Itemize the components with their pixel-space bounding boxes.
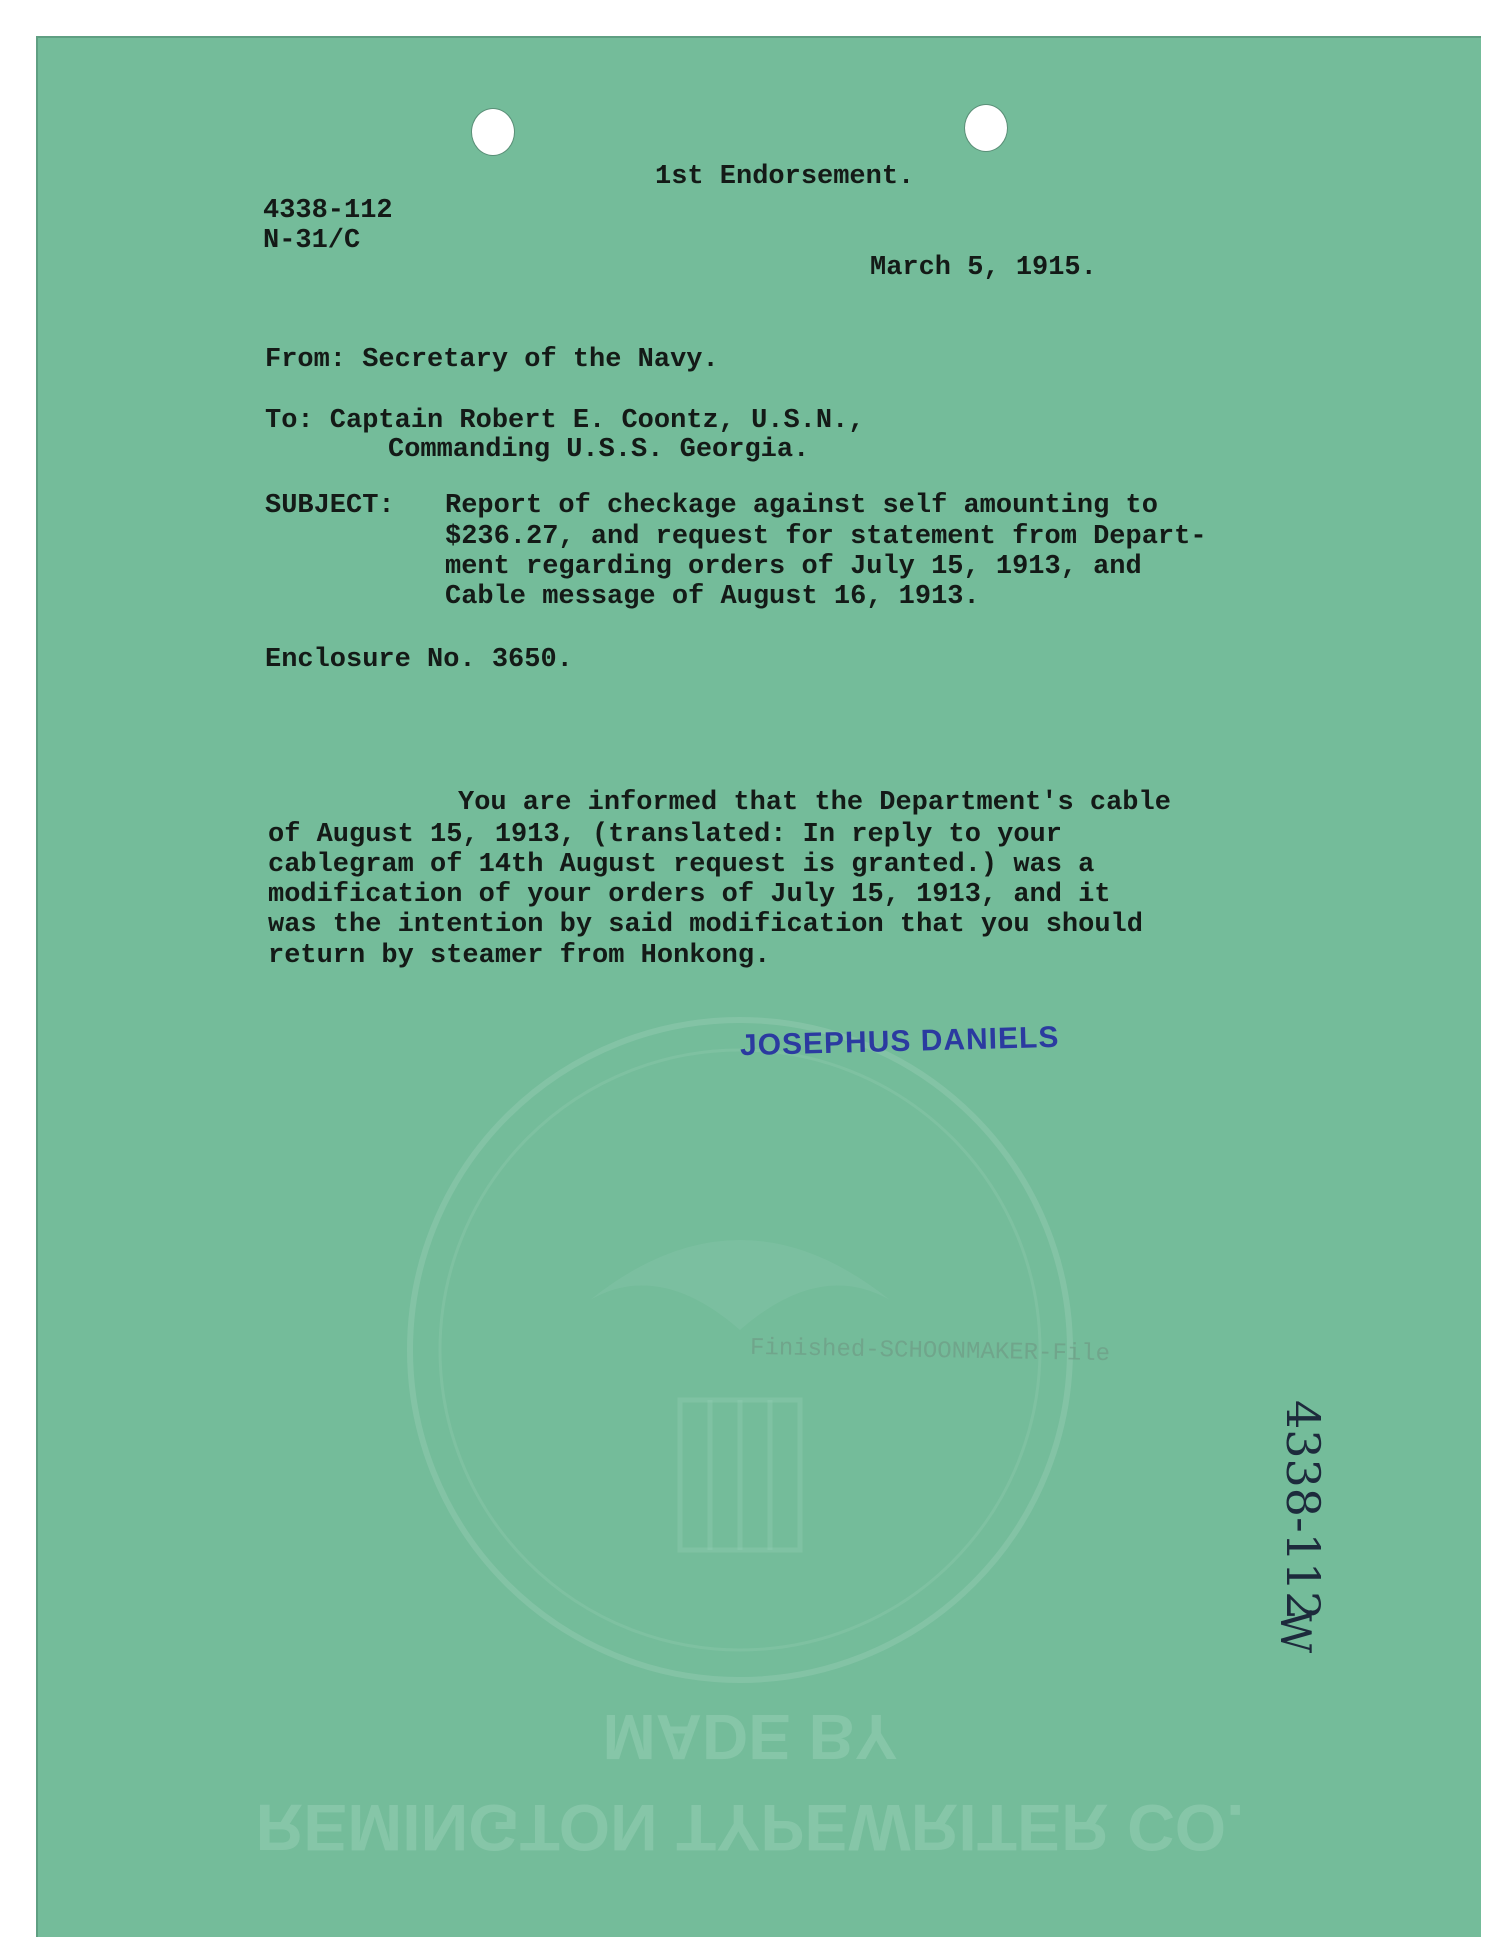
- enclosure-line: Enclosure No. 3650.: [265, 645, 573, 675]
- body-line: of August 15, 1913, (translated: In reply to your: [268, 820, 1062, 850]
- subject-label: SUBJECT:: [265, 491, 395, 521]
- subject-line: Report of checkage against self amounting to: [445, 491, 1158, 521]
- watermark-remington: REMINGTON TYPEWRITER CO.: [255, 1791, 1245, 1865]
- document-date: March 5, 1915.: [870, 253, 1097, 283]
- body-line: cablegram of 14th August request is granted.) was a: [268, 850, 1095, 880]
- watermark-made-by: MADE BY: [602, 1701, 898, 1773]
- punch-hole-right: [964, 104, 1008, 152]
- subject-line: $236.27, and request for statement from Depart-: [445, 522, 1207, 552]
- signature-stamp: JOSEPHUS DANIELS: [739, 1020, 1060, 1063]
- from-line: From: Secretary of the Navy.: [265, 345, 719, 375]
- to-line-2: Commanding U.S.S. Georgia.: [388, 435, 810, 465]
- to-line: To: Captain Robert E. Coontz, U.S.N.,: [265, 406, 865, 436]
- punch-hole-left: [471, 108, 515, 156]
- body-line: You are informed that the Department's cable: [458, 788, 1171, 818]
- file-stamp: Finished-SCHOONMAKER-File: [749, 1334, 1111, 1369]
- subject-line: Cable message of August 16, 1913.: [445, 582, 980, 612]
- body-line: return by steamer from Honkong.: [268, 941, 771, 971]
- endorsement-title: 1st Endorsement.: [655, 162, 915, 192]
- subject-line: ment regarding orders of July 15, 1913, and: [445, 552, 1142, 582]
- body-line: modification of your orders of July 15, 1913, and it: [268, 880, 1111, 910]
- handwritten-initial: W: [1271, 1610, 1320, 1654]
- file-code: N-31/C: [263, 226, 361, 256]
- body-line: was the intention by said modification that you should: [268, 910, 1143, 940]
- handwritten-file-number: 4338-112: [1276, 1400, 1330, 1621]
- file-number: 4338-112: [263, 196, 393, 226]
